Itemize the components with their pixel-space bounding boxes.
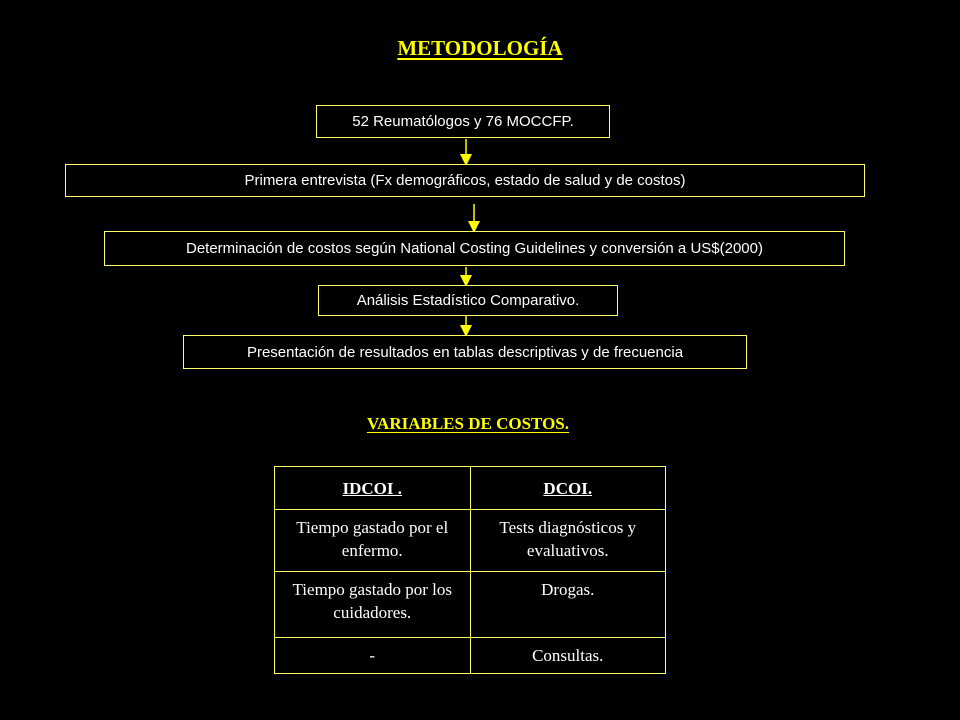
flow-step-sample: 52 Reumatólogos y 76 MOCCFP.	[316, 105, 610, 138]
table-cell: Tests diagnósticos y evaluativos.	[470, 510, 666, 572]
column-header-dcoi: DCOI.	[470, 467, 666, 510]
flow-step-cost-determination: Determinación de costos según National Costing Guidelines y conversión a US$(2000)	[104, 231, 845, 266]
flow-step-first-interview: Primera entrevista (Fx demográficos, estado de salud y de costos)	[65, 164, 865, 197]
column-header-idcoi: IDCOI .	[275, 467, 471, 510]
table-cell: Tiempo gastado por los cuidadores.	[275, 572, 471, 638]
table-row	[275, 638, 666, 674]
table-header-row	[275, 467, 666, 510]
flow-step-statistical-analysis: Análisis Estadístico Comparativo.	[318, 285, 618, 316]
table-cell: Drogas.	[470, 572, 666, 638]
table-cell: Consultas.	[470, 638, 666, 674]
table-row	[275, 572, 666, 638]
cost-variables-table	[274, 466, 666, 674]
cost-variables-heading: VARIABLES DE COSTOS.	[366, 414, 570, 433]
page-title: METODOLOGÍA	[397, 36, 563, 60]
table-row	[275, 510, 666, 572]
table-cell: Tiempo gastado por el enfermo.	[275, 510, 471, 572]
table-cell: -	[275, 638, 471, 674]
flow-step-results-presentation: Presentación de resultados en tablas descriptivas y de frecuencia	[183, 335, 747, 369]
